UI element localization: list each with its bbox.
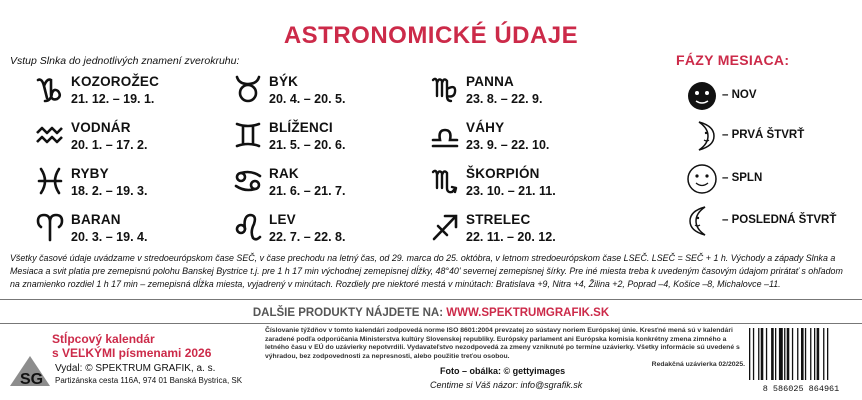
barcode-bar xyxy=(814,328,815,380)
sign-dates: 21. 6. – 21. 7. xyxy=(269,184,346,198)
barcode-bar xyxy=(801,328,804,380)
barcode-bar xyxy=(766,328,767,380)
sign-dates: 22. 11. – 20. 12. xyxy=(466,230,556,244)
moon-phase-last-quarter xyxy=(686,205,856,239)
last-quarter-icon xyxy=(686,205,718,237)
sign-dates: 20. 3. – 19. 4. xyxy=(71,230,148,244)
calendar-line-1: Stĺpcový kalendár xyxy=(52,332,155,346)
zodiac-item-libra xyxy=(430,118,620,162)
moon-phase-full xyxy=(686,163,856,197)
moon-phase-first-quarter xyxy=(686,120,856,154)
zodiac-item-sagittarius xyxy=(430,210,620,254)
sign-name: BÝK xyxy=(269,74,299,89)
sign-dates: 23. 9. – 22. 10. xyxy=(466,138,550,152)
barcode-number: 8 586025 864961 xyxy=(762,384,840,394)
barcode xyxy=(745,328,857,396)
first-quarter-icon xyxy=(686,120,718,152)
barcode-bar xyxy=(797,328,798,380)
sign-name: VODNÁR xyxy=(71,120,131,135)
feedback-contact: Centime si Váš názor: info@sgrafik.sk xyxy=(430,380,583,390)
sign-dates: 20. 1. – 17. 2. xyxy=(71,138,148,152)
sign-name: KOZOROŽEC xyxy=(71,74,160,89)
zodiac-item-aries xyxy=(35,210,225,254)
barcode-bar xyxy=(761,328,764,380)
libra-icon xyxy=(430,120,460,150)
spektrum-logo xyxy=(8,352,52,388)
more-products-label: DALŠIE PRODUKTY NÁJDETE NA: xyxy=(252,307,444,319)
barcode-bar xyxy=(817,328,820,380)
barcode-bar xyxy=(810,328,811,380)
virgo-icon xyxy=(430,74,460,104)
time-note: Všetky časové údaje uvádzame v stredoeurópskom čase SEČ, v čase prechodu na letný čas, od 29. marca do 25. októbra, v letnom stredoeurópskom čase LSEČ. LSEČ = SEČ + 1 h. Východy a západy Slnka a Mesiaca a svit platia pre zemepisnú polohu Banskej Bystrice t.j. pre 1 h 17 min východnej zemepisnej dĺžky, 48°40' severnej zemepisnej šírky. Pre iné miesta treba k uvedeným časovým údajom prirátať s ohľadom na znamienko rozdiel 1 h 17 min – zemepisná dĺžka miesta, vyjadrený v minútach. Rozdiely pre niektoré mestá v minútach: Bratislava +9, Nitra +4, Žilina +2, Poprad –4, Košice –8, Michalovce –11. xyxy=(10,253,843,289)
zodiac-item-aquarius xyxy=(35,118,225,162)
zodiac-item-pisces xyxy=(35,164,225,208)
aries-icon xyxy=(35,212,65,242)
barcode-bar xyxy=(823,328,824,380)
moon-phase-label: – POSLEDNÁ ŠTVRŤ xyxy=(722,214,837,226)
moon-phase-label: – PRVÁ ŠTVRŤ xyxy=(722,129,805,141)
sign-name: RAK xyxy=(269,166,299,181)
moon-phase-label: – NOV xyxy=(722,89,757,101)
sign-name: BARAN xyxy=(71,212,121,227)
sign-dates: 23. 10. – 21. 11. xyxy=(466,184,556,198)
sagittarius-icon xyxy=(430,212,460,242)
zodiac-item-scorpio xyxy=(430,164,620,208)
barcode-bar xyxy=(792,328,793,380)
logo-text: SG xyxy=(20,371,44,388)
new-moon-icon xyxy=(686,80,718,112)
zodiac-item-gemini xyxy=(233,118,423,162)
sign-dates: 20. 4. – 20. 5. xyxy=(269,92,346,106)
sign-dates: 18. 2. – 19. 3. xyxy=(71,184,148,198)
publisher-address: Partizánska cesta 116A, 974 01 Banská Bystrica, SK xyxy=(55,376,243,385)
barcode-bar xyxy=(775,328,776,380)
aquarius-icon xyxy=(35,120,65,150)
sign-name: BLÍŽENCI xyxy=(269,120,333,135)
divider xyxy=(0,299,862,300)
publisher: Vydal: © SPEKTRUM GRAFIK, a. s. xyxy=(55,363,216,374)
barcode-bar xyxy=(805,328,806,380)
barcode-bars xyxy=(745,328,857,382)
sign-name: LEV xyxy=(269,212,296,227)
sign-name: ŠKORPIÓN xyxy=(466,166,540,181)
barcode-bar xyxy=(827,328,828,380)
pisces-icon xyxy=(35,166,65,196)
scorpio-icon xyxy=(430,166,460,196)
zodiac-intro: Vstup Slnka do jednotlivých znamení zverokruhu: xyxy=(10,55,240,67)
taurus-icon xyxy=(233,74,263,104)
calendar-line-2: s VEĽKÝMI písmenami 2026 xyxy=(52,346,212,360)
sign-dates: 21. 5. – 20. 6. xyxy=(269,138,346,152)
barcode-bar xyxy=(784,328,785,380)
sign-name: RYBY xyxy=(71,166,109,181)
sign-dates: 21. 12. – 19. 1. xyxy=(71,92,155,106)
sign-dates: 23. 8. – 22. 9. xyxy=(466,92,543,106)
more-products xyxy=(0,307,862,319)
zodiac-item-taurus xyxy=(233,72,423,116)
moon-phase-new xyxy=(686,80,856,114)
cancer-icon xyxy=(233,166,263,196)
editorial-deadline: Redakčná uzávierka 02/2025. xyxy=(651,361,745,368)
gemini-icon xyxy=(233,120,263,150)
moon-phases-title: FÁZY MESIACA: xyxy=(676,52,790,68)
full-moon-icon xyxy=(686,163,718,195)
moon-phase-label: – SPLN xyxy=(722,172,763,184)
leo-icon xyxy=(233,212,263,242)
sign-name: VÁHY xyxy=(466,120,505,135)
barcode-bar xyxy=(779,328,783,380)
barcode-bar xyxy=(771,328,774,380)
legal-notice xyxy=(265,327,745,370)
divider xyxy=(0,323,862,324)
page-title: ASTRONOMICKÉ ÚDAJE xyxy=(283,22,579,49)
barcode-bar xyxy=(753,328,754,380)
legal-text: Číslovanie týždňov v tomto kalendári zodpovedá norme ISO 8601:2004 prevzatej zo sústavy noriem Európskej únie. Kresťné mená sú v kalendári zaradené podľa odporúčania Ministerstva kultúry Slovenskej republiky. Európsky parlament ani Európska komisia konkrétny zmena zimného a letného času v EÚ do uzávierky nepotvrdili. Vydavateľstvo nezodpovedá za zmeny vzniknuté po termíne uzávierky. Všetky informácie sú uvedené s výhradou, bez zodpovednosti za nepresnosti, alebo použitie treťou osobou. xyxy=(265,327,740,360)
capricorn-icon xyxy=(35,74,65,104)
barcode-bar xyxy=(787,328,790,380)
sign-name: PANNA xyxy=(466,74,514,89)
sign-dates: 22. 7. – 22. 8. xyxy=(269,230,346,244)
calendar-name xyxy=(52,332,211,360)
zodiac-item-cancer xyxy=(233,164,423,208)
barcode-bar xyxy=(758,328,759,380)
zodiac-item-capricorn xyxy=(35,72,225,116)
website-link[interactable]: WWW.SPEKTRUMGRAFIK.SK xyxy=(446,307,610,319)
photo-credit: Foto – obálka: © gettyimages xyxy=(440,366,566,376)
barcode-bar xyxy=(749,328,750,380)
zodiac-item-virgo xyxy=(430,72,620,116)
sign-name: STRELEC xyxy=(466,212,531,227)
zodiac-item-leo xyxy=(233,210,423,254)
